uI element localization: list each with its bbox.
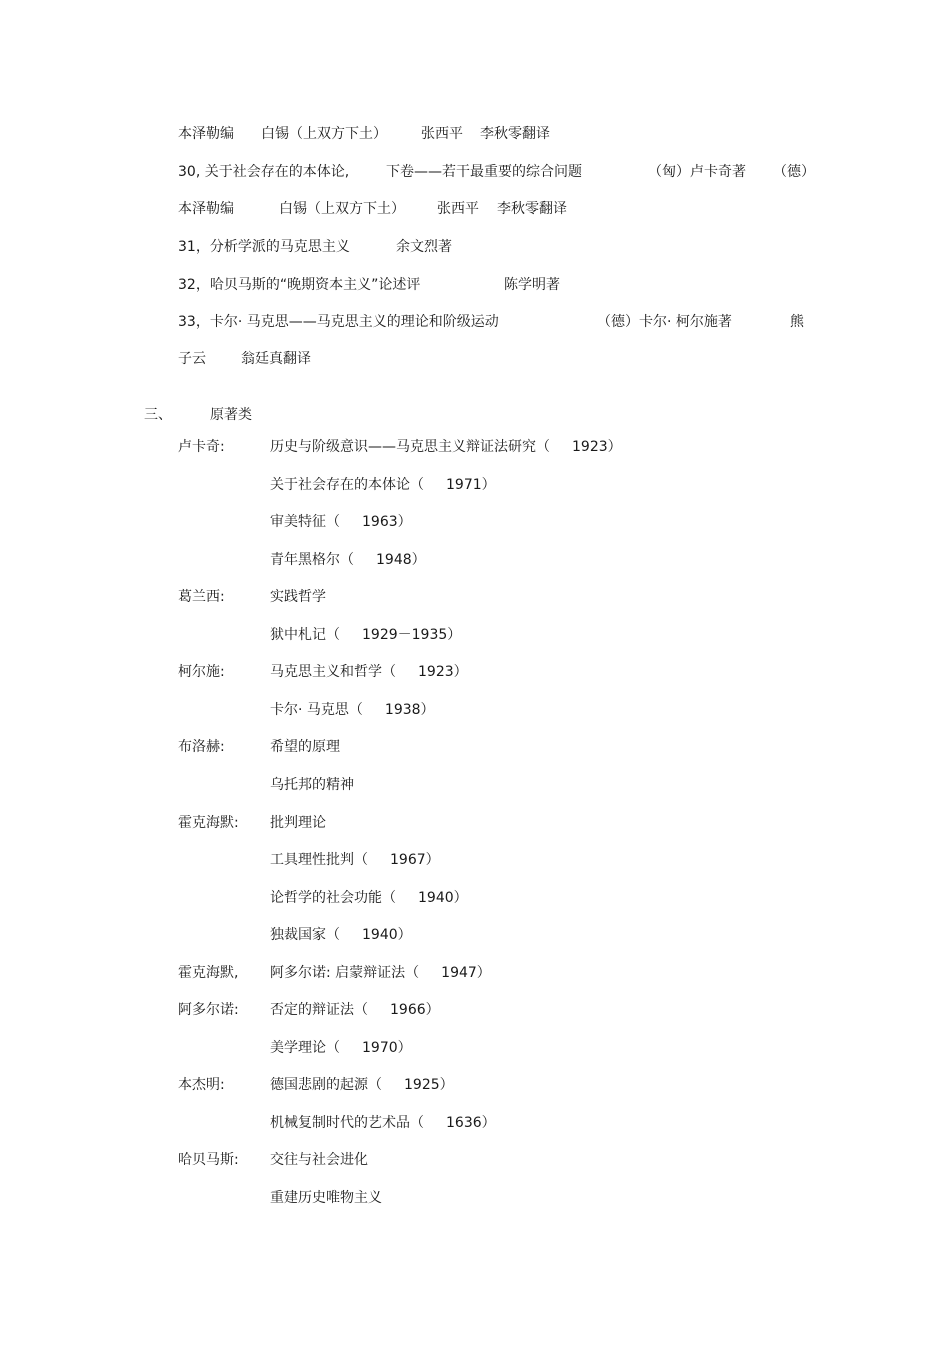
translator-text: 翁廷真翻译 [241,351,311,367]
work-title: 关于社会存在的本体论（ [270,477,424,493]
work-title: 批判理论 [270,815,326,831]
section-number: 三、 [144,407,172,423]
work-title: 实践哲学 [270,589,326,605]
editor-text: 本泽勒编 [178,201,234,217]
work-title: 德国悲剧的起源（ [270,1077,382,1093]
work-title: 交往与社会进化 [270,1152,368,1168]
work-year: 1948） [376,552,426,568]
work-year: 1636） [446,1115,496,1131]
work-title: 论哲学的社会功能（ [270,890,396,906]
work-year: 1938） [384,702,435,718]
entry-title: 32，哈贝马斯的“晚期资本主义”论述评 [178,277,421,293]
work-title: 工具理性批判（ [270,852,368,868]
entry-author: 余文烈著 [396,239,452,255]
translator-text: 张西平 [421,126,463,142]
translator-text: 李秋零翻译 [497,201,567,217]
work-year: 1940） [362,927,412,943]
work-author: 柯尔施: [178,664,225,680]
work-year: 1963） [362,514,412,530]
work-year: 1925） [404,1077,454,1093]
work-title: 审美特征（ [270,514,340,530]
entry-author: （匈）卢卡奇著 [648,164,746,180]
work-author: 卢卡奇: [178,439,225,455]
work-year: 1947） [441,965,491,981]
co-editor-text: 白锡（上双方下土） [261,126,387,142]
work-author: 哈贝马斯: [178,1152,239,1168]
entry-nationality: （德） [773,164,815,180]
work-author: 霍克海默, [178,965,239,981]
work-year: 1940） [418,890,468,906]
entry-title: 30, 关于社会存在的本体论, [178,164,350,180]
work-title: 重建历史唯物主义 [270,1190,382,1206]
work-year: 1923） [572,439,622,455]
work-title: 阿多尔诺: 启蒙辩证法（ [270,965,420,981]
work-title: 狱中札记（ [270,627,340,643]
co-editor-text: 白锡（上双方下土） [279,201,405,217]
section-title: 原著类 [210,407,252,423]
work-title: 机械复制时代的艺术品（ [270,1115,424,1131]
work-title: 美学理论（ [270,1040,340,1056]
work-title: 乌托邦的精神 [270,777,354,793]
translator-text: 张西平 [437,201,479,217]
work-author: 阿多尔诺: [178,1002,239,1018]
work-year: 1929－1935） [362,627,462,643]
work-author: 葛兰西: [178,589,225,605]
work-year: 1966） [390,1002,440,1018]
work-title: 马克思主义和哲学（ [270,664,396,680]
work-author: 本杰明: [178,1077,225,1093]
work-title: 青年黑格尔（ [270,552,354,568]
work-title: 希望的原理 [270,739,340,755]
translator-text: 子云 [178,351,206,367]
translator-text: 李秋零翻译 [480,126,550,142]
work-year: 1967） [390,852,440,868]
entry-title: 31，分析学派的马克思主义 [178,239,350,255]
work-title: 独裁国家（ [270,927,340,943]
work-title: 卡尔· 马克思（ [270,702,363,718]
work-year: 1923） [418,664,468,680]
entry-title: 33，卡尔· 马克思——马克思主义的理论和阶级运动 [178,314,499,330]
entry-subtitle: 下卷——若干最重要的综合问题 [386,164,582,180]
work-title: 否定的辩证法（ [270,1002,368,1018]
work-year: 1971） [446,477,496,493]
work-author: 霍克海默: [178,815,239,831]
work-author: 布洛赫: [178,739,225,755]
entry-author: 陈学明著 [504,277,560,293]
entry-author: （德）卡尔· 柯尔施著 [597,314,732,330]
work-year: 1970） [362,1040,412,1056]
entry-translator: 熊 [790,314,804,330]
work-title: 历史与阶级意识——马克思主义辩证法研究（ [270,439,550,455]
editor-text: 本泽勒编 [178,126,234,142]
